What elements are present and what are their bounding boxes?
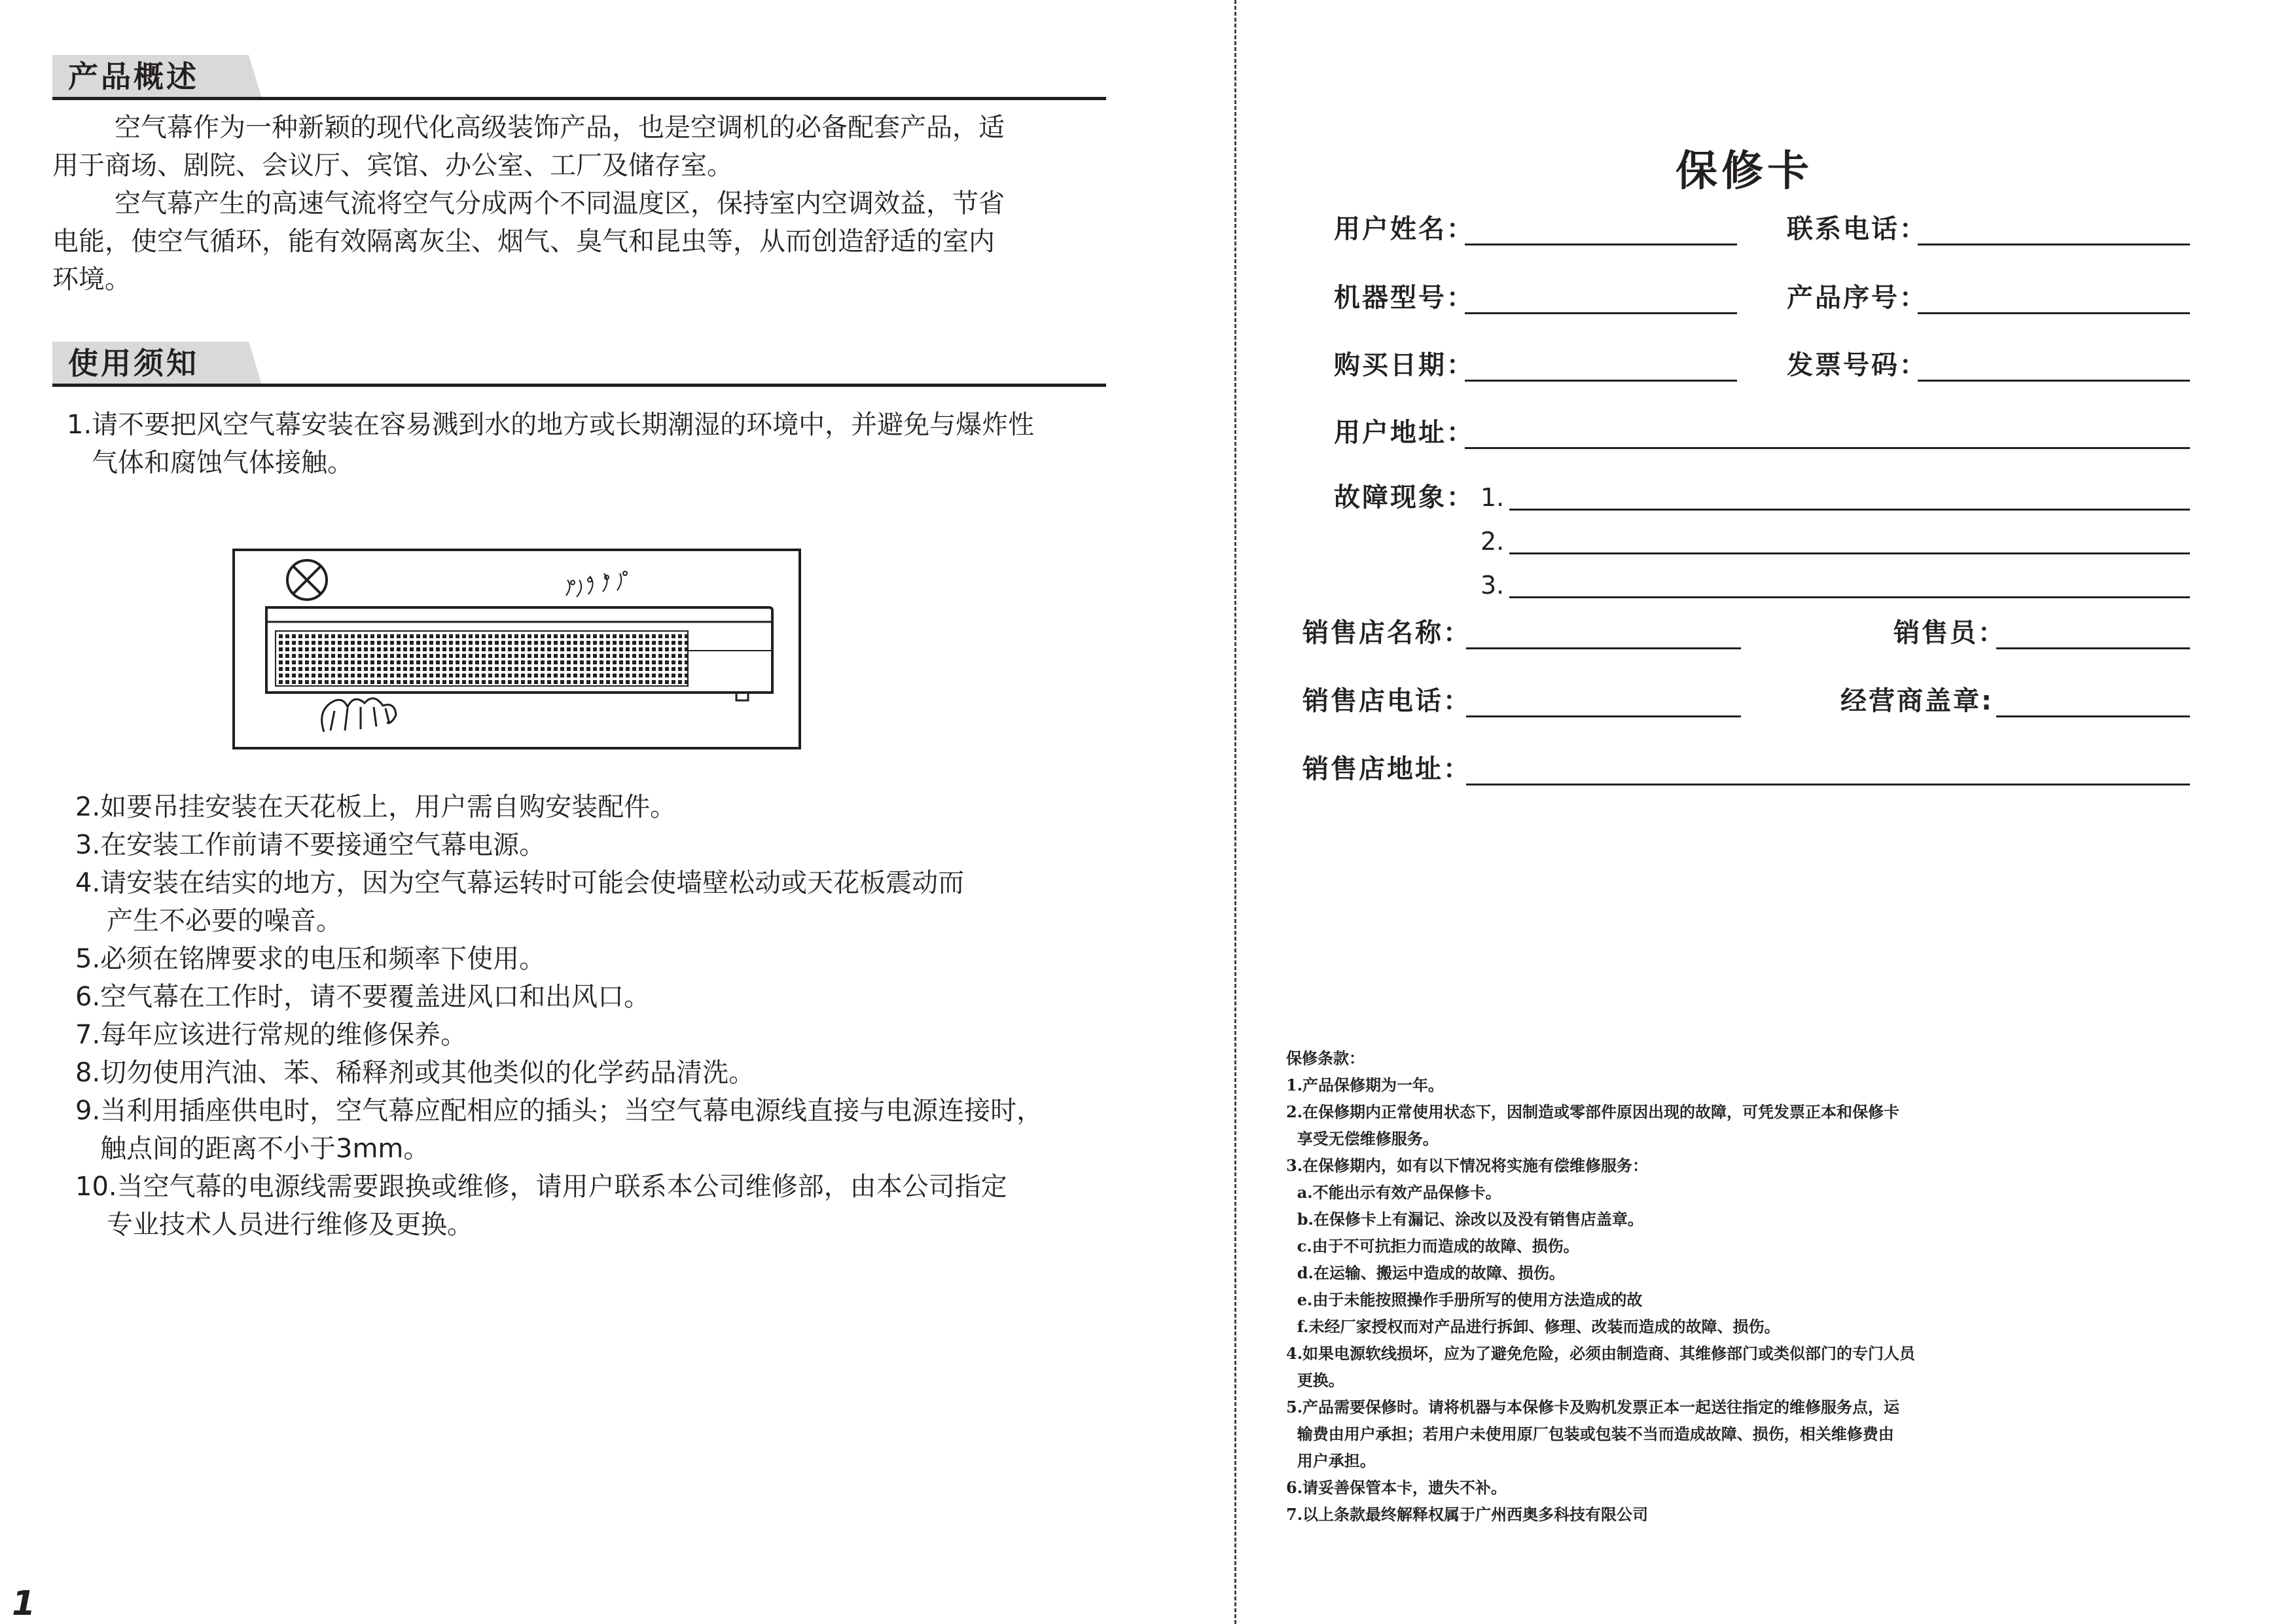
store-phone-field[interactable]	[1466, 715, 1741, 717]
page-number: 1	[12, 1584, 36, 1623]
notice-item-10-cont: 专业技术人员进行维修及更换。	[107, 1210, 473, 1240]
store-phone-label: 销售店电话：	[1302, 686, 1471, 716]
text-line: 空气幕作为一种新颖的现代化高级装饰产品，也是空调机的必备配套产品，适	[115, 113, 1005, 143]
terms-line: 2.在保修期内正常使用状态下，因制造或零部件原因出现的故障，可凭发票正本和保修卡	[1286, 1102, 1900, 1121]
notice-item-5: 5.必须在铭牌要求的电压和频率下使用。	[75, 944, 546, 974]
terms-line: b.在保修卡上有漏记、涂改以及没有销售店盖章。	[1286, 1210, 1643, 1229]
section-title: 使用须知	[68, 346, 199, 381]
terms-line: 3.在保修期内，如有以下情况将实施有偿维修服务：	[1286, 1156, 1649, 1175]
address-field[interactable]	[1465, 447, 2190, 449]
fault-field-1[interactable]	[1509, 509, 2190, 511]
warranty-terms	[1286, 1045, 1915, 1528]
terms-line: 5.产品需要保修时。请将机器与本保修卡及购机发票正本一起送往指定的维修服务点，运	[1286, 1398, 1900, 1416]
model-label: 机器型号：	[1334, 283, 1475, 313]
fault-number-1: 1.	[1480, 483, 1505, 512]
phone-label: 联系电话：	[1787, 214, 1928, 244]
terms-heading: 保修条款：	[1286, 1049, 1365, 1068]
notice-item-1-cont: 气体和腐蚀气体接触。	[92, 448, 353, 478]
serial-label: 产品序号：	[1787, 283, 1928, 313]
notice-item-7: 7.每年应该进行常规的维修保养。	[75, 1020, 467, 1050]
terms-line: a.不能出示有效产品保修卡。	[1286, 1183, 1501, 1202]
overview-paragraph-1	[52, 109, 1106, 185]
store-address-label: 销售店地址：	[1302, 754, 1471, 784]
notice-item-4: 4.请安装在结实的地方，因为空气幕运转时可能会使墙壁松动或天花板震动而	[75, 868, 965, 898]
terms-line: 4.如果电源软线损坏，应为了避免危险，必须由制造商、其维修部门或类似部门的专门人员	[1286, 1344, 1916, 1363]
terms-line: 7.以上条款最终解释权属于广州西奥多科技有限公司	[1286, 1505, 1649, 1524]
notice-item-4-cont: 产生不必要的噪音。	[107, 906, 342, 936]
notice-item-8: 8.切勿使用汽油、苯、稀释剂或其他类似的化学药品清洗。	[75, 1058, 755, 1088]
terms-line: d.在运输、搬运中造成的故障、损伤。	[1286, 1263, 1565, 1282]
fault-label: 故障现象：	[1334, 482, 1475, 513]
text-line: 空气幕产生的高速气流将空气分成两个不同温度区，保持室内空调效益，节省	[115, 189, 1005, 219]
salesperson-field[interactable]	[1996, 647, 2190, 649]
warranty-card-title: 保修卡	[1676, 147, 1813, 196]
fault-number-3: 3.	[1480, 571, 1505, 600]
address-label: 用户地址：	[1334, 418, 1475, 448]
terms-line: f.未经厂家授权而对产品进行拆卸、修理、改装而造成的故障、损伤。	[1286, 1317, 1780, 1336]
purchase-date-label: 购买日期：	[1334, 350, 1475, 380]
fault-number-2: 2.	[1480, 527, 1505, 556]
model-field[interactable]	[1465, 312, 1737, 314]
notice-item-10: 10.当空气幕的电源线需要跟换或维修，请用户联系本公司维修部，由本公司指定	[75, 1172, 1007, 1202]
terms-line: 更换。	[1286, 1371, 1344, 1390]
store-name-label: 销售店名称：	[1302, 618, 1471, 648]
air-curtain-water-warning-figure	[232, 549, 801, 749]
terms-line: 输费由用户承担；若用户未使用原厂包装或包装不当而造成故障、损伤，相关维修费由	[1286, 1424, 1894, 1443]
user-name-field[interactable]	[1465, 244, 1737, 245]
store-name-field[interactable]	[1466, 647, 1741, 649]
section-rule	[52, 384, 1106, 387]
terms-line: 用户承担。	[1286, 1451, 1376, 1470]
dealer-seal-label: 经营商盖章:	[1840, 686, 1994, 716]
terms-line: e.由于未能按照操作手册所写的使用方法造成的故	[1286, 1290, 1643, 1309]
fold-divider	[1234, 0, 1236, 1624]
user-name-label: 用户姓名：	[1334, 214, 1475, 244]
salesperson-label: 销售员：	[1893, 618, 2006, 648]
terms-line: 享受无偿维修服务。	[1286, 1129, 1439, 1148]
section-header-overview	[52, 55, 1106, 102]
purchase-date-field[interactable]	[1465, 380, 1737, 382]
fault-field-3[interactable]	[1509, 596, 2190, 598]
terms-line: c.由于不可抗拒力而造成的故障、损伤。	[1286, 1236, 1579, 1255]
invoice-field[interactable]	[1918, 380, 2190, 382]
text-line: 电能，使空气循环，能有效隔离灰尘、烟气、臭气和昆虫等，从而创造舒适的室内	[52, 226, 995, 257]
invoice-label: 发票号码：	[1787, 350, 1928, 380]
overview-paragraph-2	[52, 185, 1106, 298]
fault-field-2[interactable]	[1509, 552, 2190, 554]
section-header-usage	[52, 342, 1106, 389]
phone-field[interactable]	[1918, 244, 2190, 245]
text-line: 环境。	[52, 264, 131, 295]
notice-item-9: 9.当利用插座供电时，空气幕应配相应的插头；当空气幕电源线直接与电源连接时，	[75, 1096, 1043, 1126]
notice-item-2: 2.如要吊挂安装在天花板上，用户需自购安装配件。	[75, 792, 677, 822]
terms-line: 6.请妥善保管本卡，遗失不补。	[1286, 1478, 1507, 1497]
notice-item-9-cont: 触点间的距离不小于3mm。	[100, 1134, 430, 1164]
air-curtain-illustration	[232, 549, 801, 749]
notice-item-3: 3.在安装工作前请不要接通空气幕电源。	[75, 830, 546, 860]
notice-item-1: 1.请不要把风空气幕安装在容易溅到水的地方或长期潮湿的环境中，并避免与爆炸性	[67, 410, 1035, 440]
notice-item-6: 6.空气幕在工作时，请不要覆盖进风口和出风口。	[75, 982, 651, 1012]
section-rule	[52, 97, 1106, 100]
dealer-seal-field[interactable]	[1996, 715, 2190, 717]
section-title: 产品概述	[68, 59, 199, 94]
store-address-field[interactable]	[1466, 784, 2190, 785]
serial-field[interactable]	[1918, 312, 2190, 314]
text-line: 用于商场、剧院、会议厅、宾馆、办公室、工厂及储存室。	[52, 151, 733, 181]
terms-line: 1.产品保修期为一年。	[1286, 1075, 1444, 1094]
